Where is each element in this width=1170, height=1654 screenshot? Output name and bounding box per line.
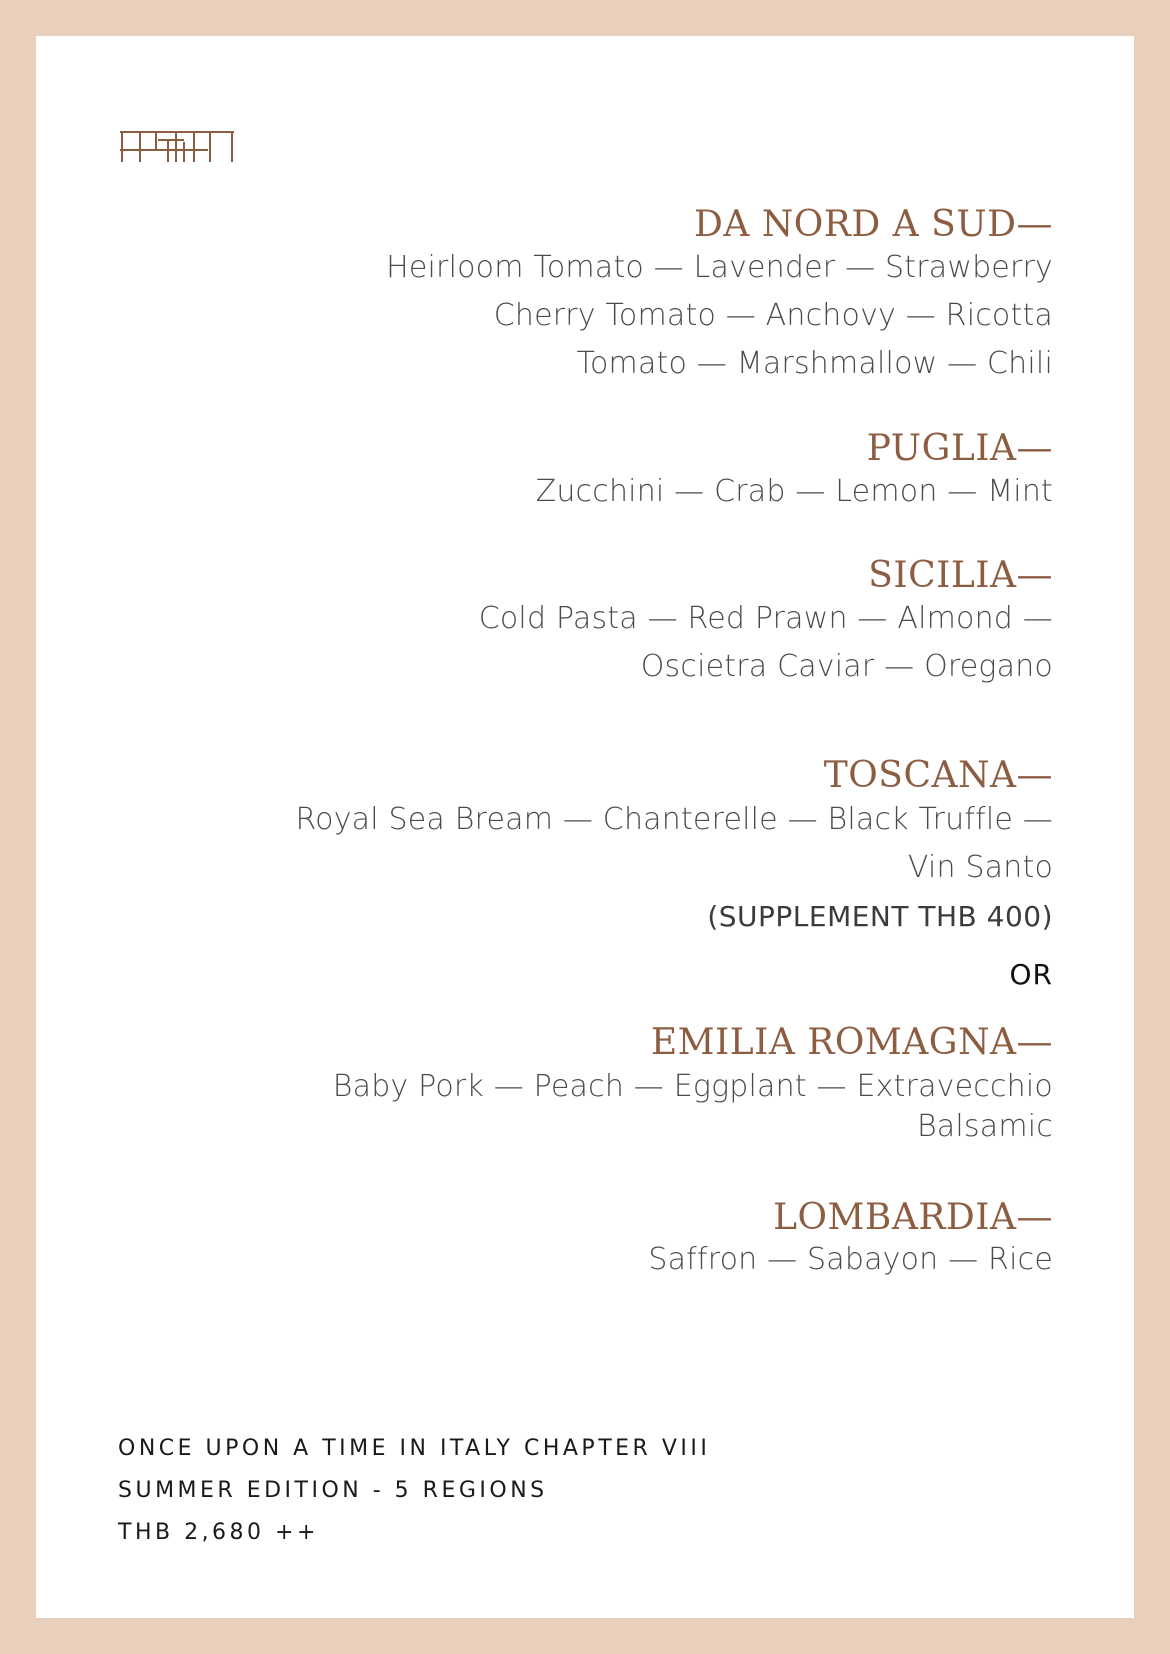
dish-line: Baby Pork — Peach — Eggplant — Extravecchio bbox=[332, 1069, 1053, 1104]
menu-footer bbox=[118, 1428, 710, 1554]
dish-line: Cherry Tomato — Anchovy — Ricotta bbox=[493, 298, 1053, 333]
dish-line: Balsamic bbox=[916, 1109, 1053, 1144]
dish-line: Royal Sea Bream — Chanterelle — Black Truffle — bbox=[295, 802, 1053, 837]
section-title-sicilia: SICILIA— bbox=[868, 555, 1053, 596]
dish-line: Vin Santo bbox=[907, 850, 1053, 885]
or-separator: OR bbox=[1009, 958, 1053, 991]
dish-line: Cold Pasta — Red Prawn — Almond — bbox=[478, 601, 1053, 636]
dish-line: Zucchini — Crab — Lemon — Mint bbox=[535, 474, 1053, 509]
restaurant-monogram-icon bbox=[118, 128, 236, 164]
section-title-da-nord-a-sud: DA NORD A SUD— bbox=[693, 204, 1053, 245]
menu-card bbox=[36, 36, 1134, 1618]
section-title-emilia-romagna: EMILIA ROMAGNA— bbox=[650, 1022, 1053, 1063]
section-title-puglia: PUGLIA— bbox=[866, 428, 1053, 469]
section-title-lombardia: LOMBARDIA— bbox=[773, 1197, 1053, 1238]
supplement-price: (SUPPLEMENT THB 400) bbox=[707, 900, 1053, 933]
menu-edition: SUMMER EDITION - 5 REGIONS bbox=[118, 1478, 548, 1503]
dish-line: Heirloom Tomato — Lavender — Strawberry bbox=[386, 250, 1053, 285]
dish-line: Saffron — Sabayon — Rice bbox=[648, 1242, 1053, 1277]
menu-price: THB 2,680 ++ bbox=[118, 1520, 319, 1545]
section-title-toscana: TOSCANA— bbox=[823, 755, 1053, 796]
dish-line: Oscietra Caviar — Oregano bbox=[640, 649, 1053, 684]
menu-name: ONCE UPON A TIME IN ITALY CHAPTER VIII bbox=[118, 1436, 711, 1461]
dish-line: Tomato — Marshmallow — Chili bbox=[576, 346, 1053, 381]
